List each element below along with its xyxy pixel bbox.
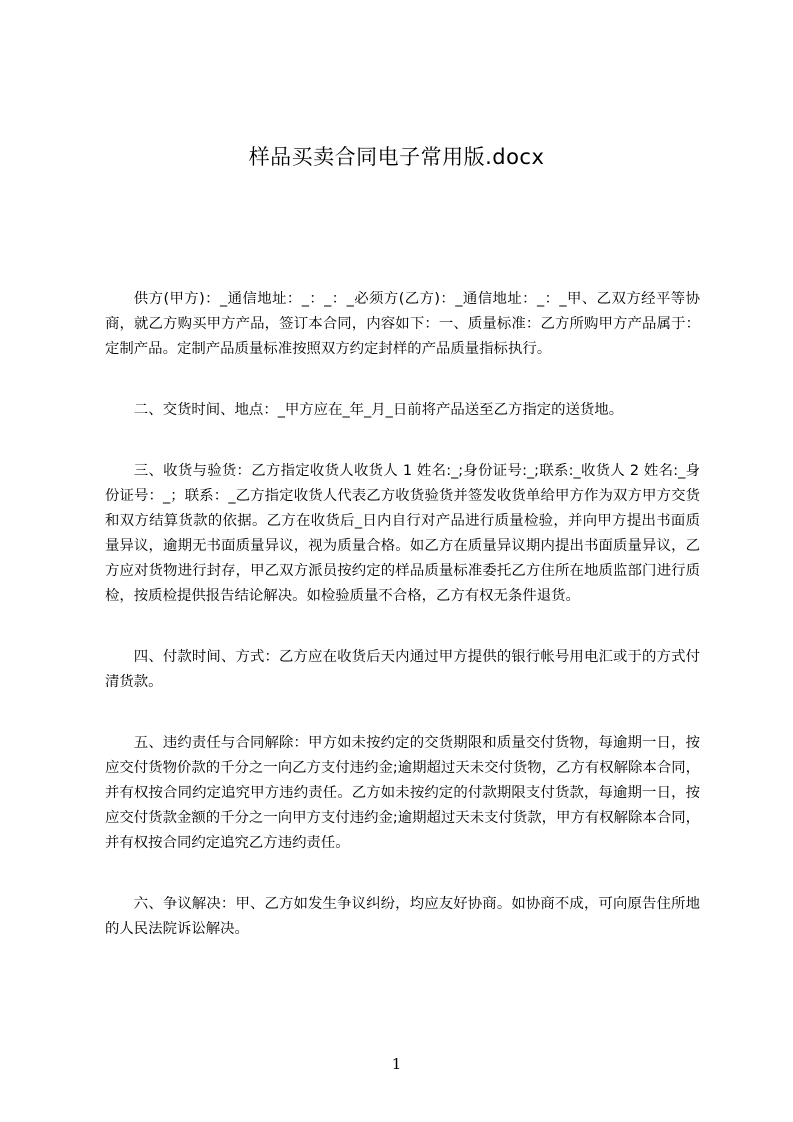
document-body	[105, 287, 700, 978]
paragraph-receipt-inspection: 三、收货与验货：乙方指定收货人收货人 1 姓名:_;身份证号:_;联系:_收货人 2 姓名:_身份证号：_；联系：_乙方指定收货人代表乙方收货验货并签发收货单给甲方作为双方甲方交货和双方结算货款的依据。乙方在收货后_日内自行对产品进行质量检验，并向甲方提出书面质量异议，逾期无书面质量异议，视为质量合格。如乙方在质量异议期内提出书面质量异议，乙方应对货物进行封存，甲乙双方派员按约定的样品质量标准委托乙方住所在地质监部门进行质检，按质检提供报告结论解决。如检验质量不合格，乙方有权无条件退货。	[105, 463, 700, 604]
page-number: 1	[391, 1055, 402, 1073]
paragraph-payment: 四、付款时间、方式：乙方应在收货后天内通过甲方提供的银行帐号用电汇或于的方式付清货款。	[105, 649, 700, 690]
document-title: 样品买卖合同电子常用版.docx	[248, 145, 545, 169]
paragraph-parties-quality: 供方(甲方)：_通信地址：_：_：_必须方(乙方)：_通信地址：_：_甲、乙双方经平等协商，就乙方购买甲方产品，签订本合同，内容如下：一、质量标准：乙方所购甲方产品属于：定制产品。定制产品质量标准按照双方约定封样的产品质量指标执行。	[105, 291, 700, 357]
paragraph-delivery-time: 二、交货时间、地点：_甲方应在_年_月_日前将产品送至乙方指定的送货地。	[133, 402, 624, 418]
paragraph-dispute-resolution: 六、争议解决：甲、乙方如发生争议纠纷，均应友好协商。如协商不成，可向原告住所地的人民法院诉讼解决。	[105, 896, 700, 937]
paragraph-breach-termination: 五、违约责任与合同解除：甲方如未按约定的交货期限和质量交付货物，每逾期一日，按应交付货物价款的千分之一向乙方支付违约金;逾期超过天未交付货物，乙方有权解除本合同，并有权按合同约定追究甲方违约责任。乙方如未按约定的付款期限支付货款，每逾期一日，按应交付货款金额的千分之一向甲方支付违约金;逾期超过天未支付货款，甲方有权解除本合同，并有权按合同约定追究乙方违约责任。	[105, 735, 700, 851]
